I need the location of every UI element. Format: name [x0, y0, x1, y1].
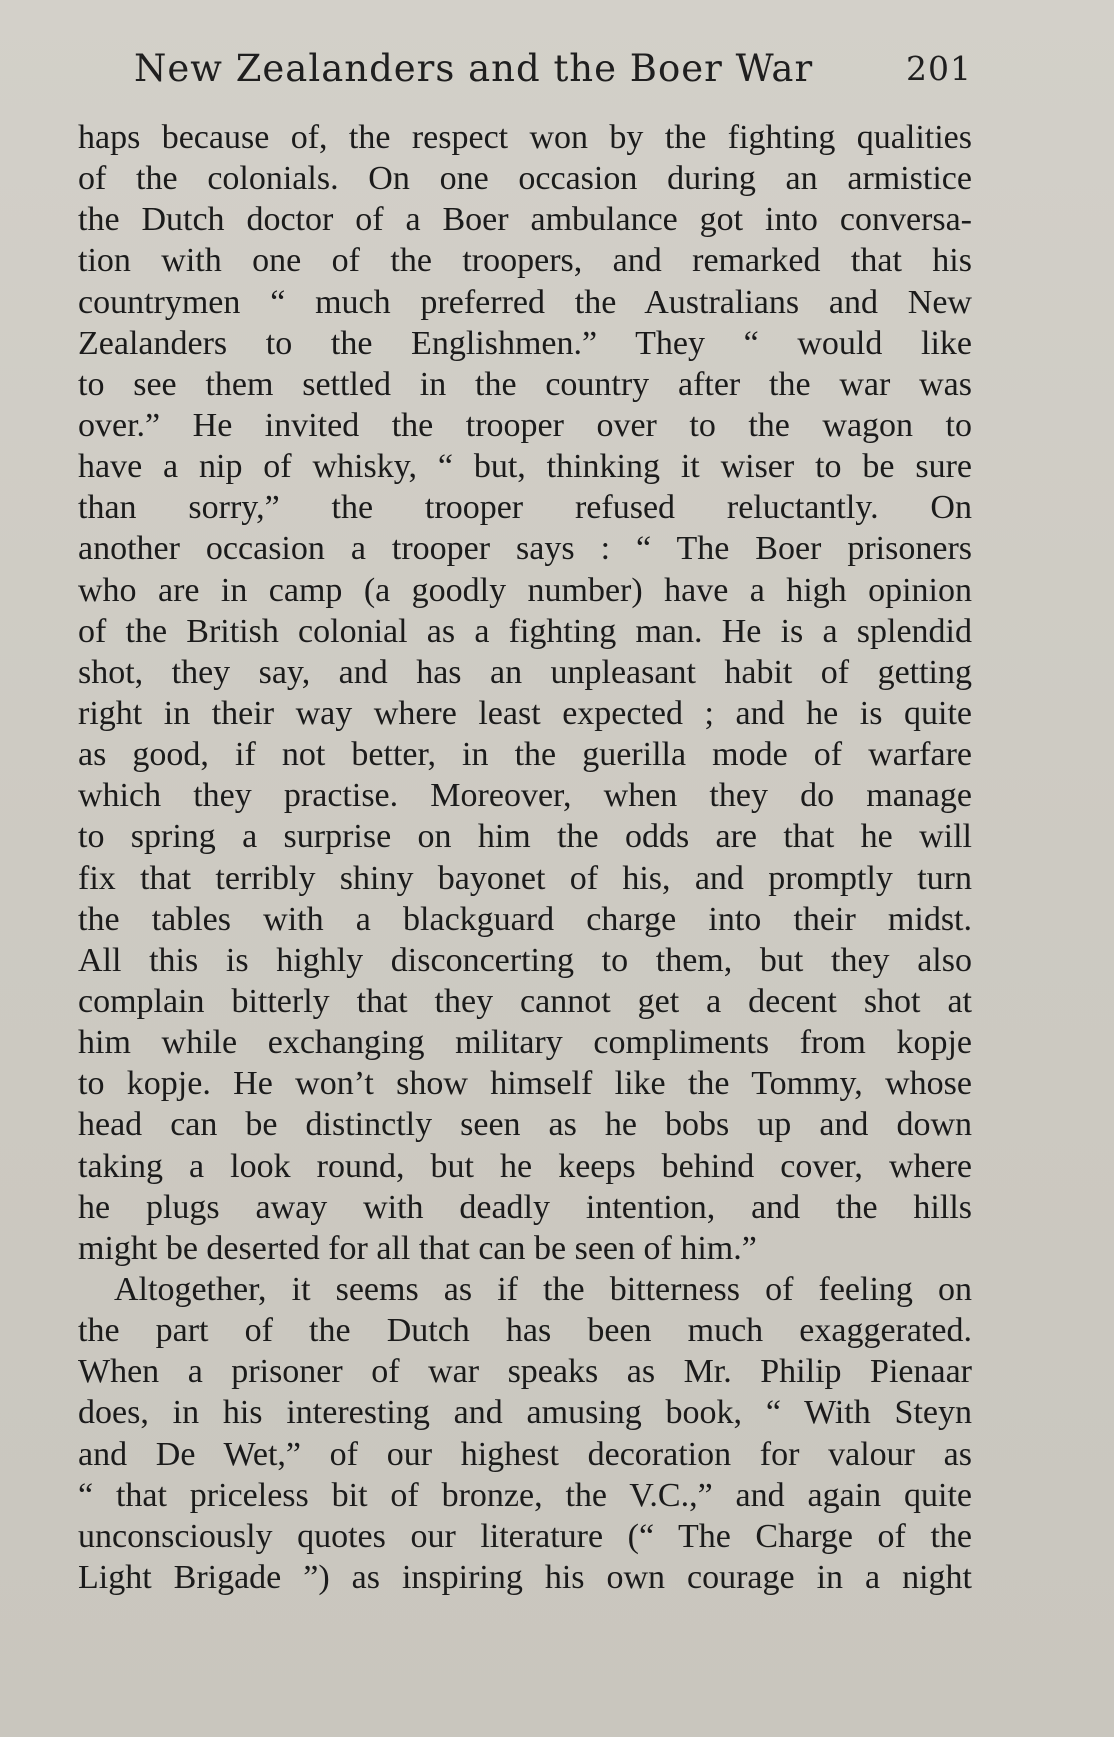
text-line: of the British colonial as a fighting man. He is a splendid — [78, 612, 972, 650]
text-line: tion with one of the troopers, and remarked that his — [78, 242, 972, 280]
text-line: another occasion a trooper says : “ The Boer prisoners — [78, 530, 972, 568]
text-line: to see them settled in the country after the war was — [78, 365, 972, 403]
text-line: does, in his interesting and amusing book, “ With Steyn — [78, 1394, 972, 1432]
text-line: complain bitterly that they cannot get a decent shot at — [78, 982, 972, 1020]
text-line: over.” He invited the trooper over to the wagon to — [78, 406, 972, 444]
text-line: When a prisoner of war speaks as Mr. Philip Pienaar — [78, 1353, 972, 1391]
paragraph — [78, 1269, 972, 1598]
text-line: Light Brigade ”) as inspiring his own courage in a night — [78, 1558, 972, 1596]
text-line: than sorry,” the trooper refused reluctantly. On — [78, 489, 972, 527]
text-line: might be deserted for all that can be seen of him.” — [78, 1229, 757, 1267]
text-line: fix that terribly shiny bayonet of his, and promptly turn — [78, 859, 972, 897]
running-title: New Zealanders and the Boer War — [134, 47, 814, 90]
text-line: Zealanders to the Englishmen.” They “ would like — [78, 324, 972, 362]
text-line: taking a look round, but he keeps behind cover, where — [78, 1147, 972, 1185]
text-line: to spring a surprise on him the odds are that he will — [78, 818, 972, 856]
text-line: as good, if not better, in the guerilla mode of warfare — [78, 736, 972, 774]
text-line: who are in camp (a goodly number) have a high opinion — [78, 571, 972, 609]
text-line: All this is highly disconcerting to them, but they also — [78, 941, 972, 979]
text-line: haps because of, the respect won by the fighting qualities — [78, 119, 972, 156]
text-line: and De Wet,” of our highest decoration for valour as — [78, 1435, 972, 1473]
text-line: Altogether, it seems as if the bitterness of feeling on — [114, 1270, 972, 1308]
running-head — [78, 44, 972, 94]
paragraph — [78, 117, 972, 1269]
text-line: which they practise. Moreover, when they do manage — [78, 777, 972, 815]
text-line: to kopje. He won’t show himself like the Tommy, whose — [78, 1065, 972, 1103]
text-line: shot, they say, and has an unpleasant habit of getting — [78, 653, 972, 691]
text-line: countrymen “ much preferred the Australians and New — [78, 283, 972, 321]
text-line: the tables with a blackguard charge into their midst. — [78, 900, 972, 938]
page-number: 201 — [906, 49, 972, 88]
text-line: of the colonials. On one occasion during an armistice — [78, 160, 972, 198]
text-line: him while exchanging military compliments from kopje — [78, 1024, 972, 1062]
body-text — [78, 117, 972, 1598]
text-line: the Dutch doctor of a Boer ambulance got into conversa- — [78, 201, 972, 239]
text-line: unconsciously quotes our literature (“ The Charge of the — [78, 1517, 972, 1555]
text-line: he plugs away with deadly intention, and the hills — [78, 1188, 972, 1226]
text-line: “ that priceless bit of bronze, the V.C.,” and again quite — [78, 1476, 972, 1514]
text-line: head can be distinctly seen as he bobs up and down — [78, 1106, 972, 1144]
text-line: the part of the Dutch has been much exaggerated. — [78, 1312, 972, 1350]
text-line: have a nip of whisky, “ but, thinking it wiser to be sure — [78, 448, 972, 486]
text-line: right in their way where least expected ; and he is quite — [78, 694, 972, 732]
